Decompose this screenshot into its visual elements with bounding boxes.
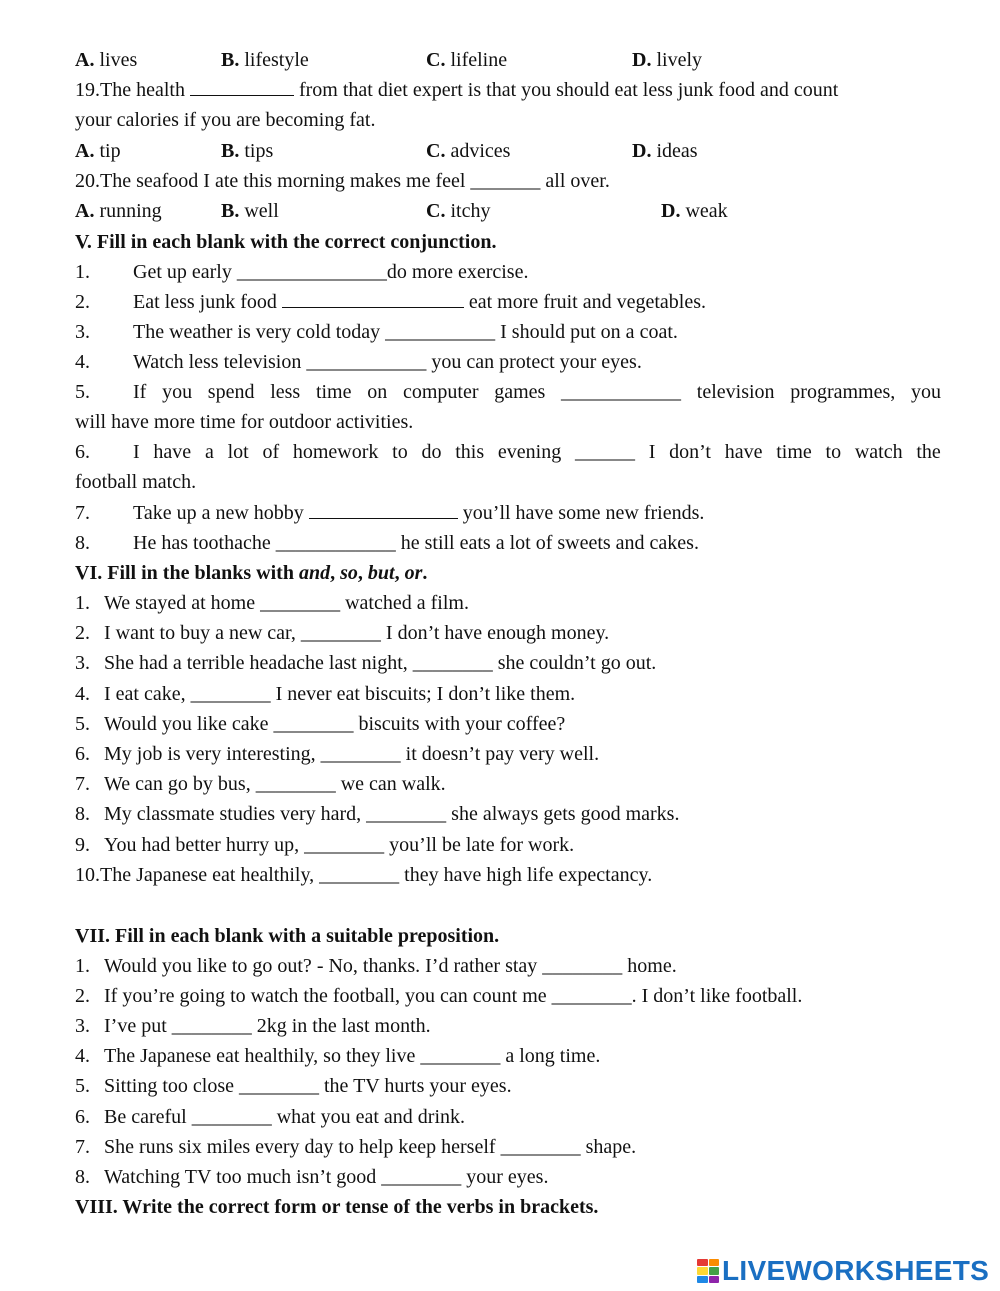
option-d: D. lively <box>632 49 702 71</box>
sec6-item-3: 3. She had a terrible headache last night, ________ she couldn’t go out. <box>75 652 657 674</box>
section-6-heading: VI. Fill in the blanks with and, so, but, or. <box>75 562 428 584</box>
sec7-item-5: 5. Sitting too close ________ the TV hurts your eyes. <box>75 1075 512 1097</box>
option-d: D. weak <box>661 200 728 222</box>
section-7-heading: VII. Fill in each blank with a suitable preposition. <box>75 925 500 947</box>
sec6-item-8: 8. My classmate studies very hard, ________ she always gets good marks. <box>75 803 680 825</box>
answer-blank[interactable] <box>309 501 458 519</box>
sec5-item-6-cont: football match. <box>75 471 197 493</box>
logo-tile <box>697 1259 708 1266</box>
answer-blank[interactable] <box>190 78 294 96</box>
sec7-item-4: 4. The Japanese eat healthily, so they live ________ a long time. <box>75 1045 601 1067</box>
sec5-item-6: 6. I have a lot of homework to do this evening ______ I don’t have time to watch the <box>75 441 941 463</box>
sec7-item-8: 8. Watching TV too much isn’t good ________ your eyes. <box>75 1166 549 1188</box>
logo-tile <box>709 1267 720 1274</box>
sec6-item-2: 2. I want to buy a new car, ________ I don’t have enough money. <box>75 622 610 644</box>
sec7-item-2: 2. If you’re going to watch the football, you can count me ________. I don’t like football. <box>75 985 803 1007</box>
option-c: C. itchy <box>426 200 491 222</box>
option-d: D. ideas <box>632 140 698 162</box>
logo-tile <box>709 1276 720 1283</box>
logo-tile <box>709 1259 720 1266</box>
option-b: B. well <box>221 200 279 222</box>
option-c: C. advices <box>426 140 511 162</box>
sec6-item-5: 5. Would you like cake ________ biscuits with your coffee? <box>75 713 566 735</box>
question-19: 19.The health from that diet expert is that you should eat less junk food and count <box>75 79 839 101</box>
logo-tile <box>697 1276 708 1283</box>
option-b: B. tips <box>221 140 274 162</box>
sec5-item-4: 4. Watch less television ____________ you can protect your eyes. <box>75 351 642 373</box>
option-c: C. lifeline <box>426 49 508 71</box>
sec5-item-7: 7. Take up a new hobby you’ll have some new friends. <box>75 502 705 524</box>
logo-mark-icon <box>697 1259 719 1283</box>
sec5-item-1: 1. Get up early _______________do more exercise. <box>75 261 529 283</box>
sec5-item-3: 3. The weather is very cold today ___________ I should put on a coat. <box>75 321 678 343</box>
sec7-item-1: 1. Would you like to go out? - No, thanks. I’d rather stay ________ home. <box>75 955 677 977</box>
sec5-item-8: 8. He has toothache ____________ he still eats a lot of sweets and cakes. <box>75 532 699 554</box>
sec6-item-1: 1. We stayed at home ________ watched a film. <box>75 592 469 614</box>
section-5-heading: V. Fill in each blank with the correct conjunction. <box>75 231 497 253</box>
option-a: A. running <box>75 200 162 222</box>
sec5-item-5-cont: will have more time for outdoor activities. <box>75 411 414 433</box>
liveworksheets-logo <box>697 1256 989 1286</box>
sec6-item-9: 9. You had better hurry up, ________ you’ll be late for work. <box>75 834 575 856</box>
sec6-item-4: 4. I eat cake, ________ I never eat biscuits; I don’t like them. <box>75 683 576 705</box>
sec7-item-6: 6. Be careful ________ what you eat and drink. <box>75 1106 466 1128</box>
sec6-item-10: 10.The Japanese eat healthily, ________ they have high life expectancy. <box>75 864 653 886</box>
sec7-item-7: 7. She runs six miles every day to help keep herself ________ shape. <box>75 1136 637 1158</box>
option-b: B. lifestyle <box>221 49 309 71</box>
answer-blank[interactable] <box>282 290 464 308</box>
sec6-item-6: 6. My job is very interesting, ________ it doesn’t pay very well. <box>75 743 600 765</box>
sec5-item-5: 5. If you spend less time on computer games ____________ television programmes, you <box>75 381 941 403</box>
sec5-item-2: 2. Eat less junk food eat more fruit and vegetables. <box>75 291 706 313</box>
logo-tile <box>697 1267 708 1274</box>
logo-text: LIVEWORKSHEETS <box>722 1255 990 1286</box>
sec7-item-3: 3. I’ve put ________ 2kg in the last month. <box>75 1015 431 1037</box>
section-8-heading: VIII. Write the correct form or tense of the verbs in brackets. <box>75 1196 599 1218</box>
option-a: A. lives <box>75 49 138 71</box>
question-20: 20.The seafood I ate this morning makes me feel _______ all over. <box>75 170 610 192</box>
question-19-cont: your calories if you are becoming fat. <box>75 109 376 131</box>
option-a: A. tip <box>75 140 121 162</box>
sec6-item-7: 7. We can go by bus, ________ we can walk. <box>75 773 446 795</box>
